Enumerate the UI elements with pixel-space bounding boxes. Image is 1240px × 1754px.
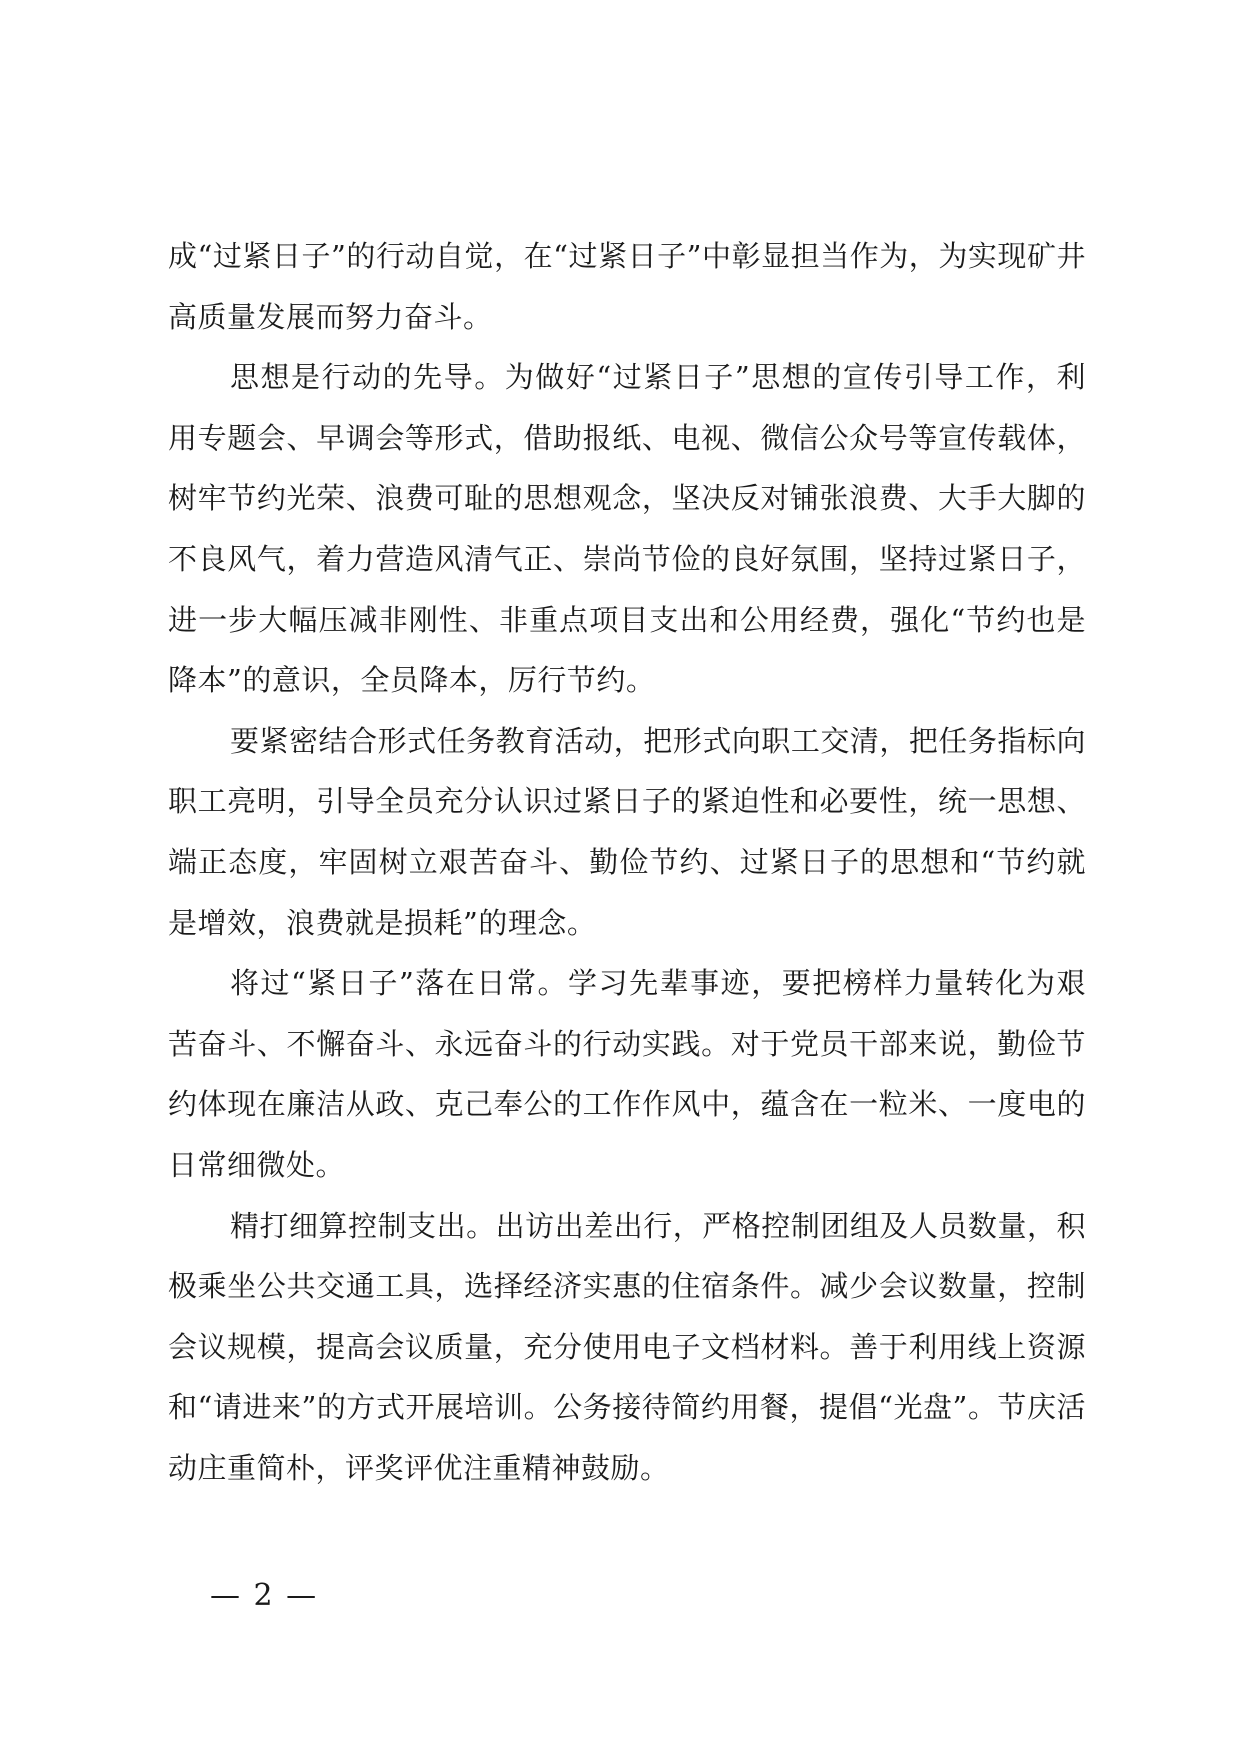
paragraph-daily-practice: 将过“紧日子”落在日常。学习先辈事迹，要把榜样力量转化为艰苦奋斗、不懈奋斗、永远奋斗的行动实践。对于党员干部来说，勤俭节约体现在廉洁从政、克己奉公的工作作风中，蕴含在一粒米、一度电的日常细微处。 [168, 966, 1086, 1182]
paragraph-education-activities: 要紧密结合形式任务教育活动，把形式向职工交清，把任务指标向职工亮明，引导全员充分认识过紧日子的紧迫性和必要性，统一思想、端正态度，牢固树立艰苦奋斗、勤俭节约、过紧日子的思想和“节约就是增效，浪费就是损耗”的理念。 [168, 723, 1086, 940]
paragraph-continued: 成“过紧日子”的行动自觉，在“过紧日子”中彰显担当作为，为实现矿井高质量发展而努力奋斗。 [168, 239, 1086, 334]
paragraph-ideology-guidance: 思想是行动的先导。为做好“过紧日子”思想的宣传引导工作，利用专题会、早调会等形式，借助报纸、电视、微信公众号等宣传载体，树牢节约光荣、浪费可耻的思想观念，坚决反对铺张浪费、大手大脚的不良风气，着力营造风清气正、崇尚节俭的良好氛围，坚持过紧日子，进一步大幅压减非刚性、非重点项目支出和公用经费，强化“节约也是降本”的意识，全员降本，厉行节约。 [168, 360, 1086, 698]
paragraph-expense-control: 精打细算控制支出。出访出差出行，严格控制团组及人员数量，积极乘坐公共交通工具，选择经济实惠的住宿条件。减少会议数量，控制会议规模，提高会议质量，充分使用电子文档材料。善于利用线上资源和“请进来”的方式开展培训。公务接待简约用餐，提倡“光盘”。节庆活动庄重简朴，评奖评优注重精神鼓励。 [168, 1208, 1086, 1485]
page-number: — 2 — [210, 1578, 319, 1613]
document-body [168, 226, 1086, 1498]
